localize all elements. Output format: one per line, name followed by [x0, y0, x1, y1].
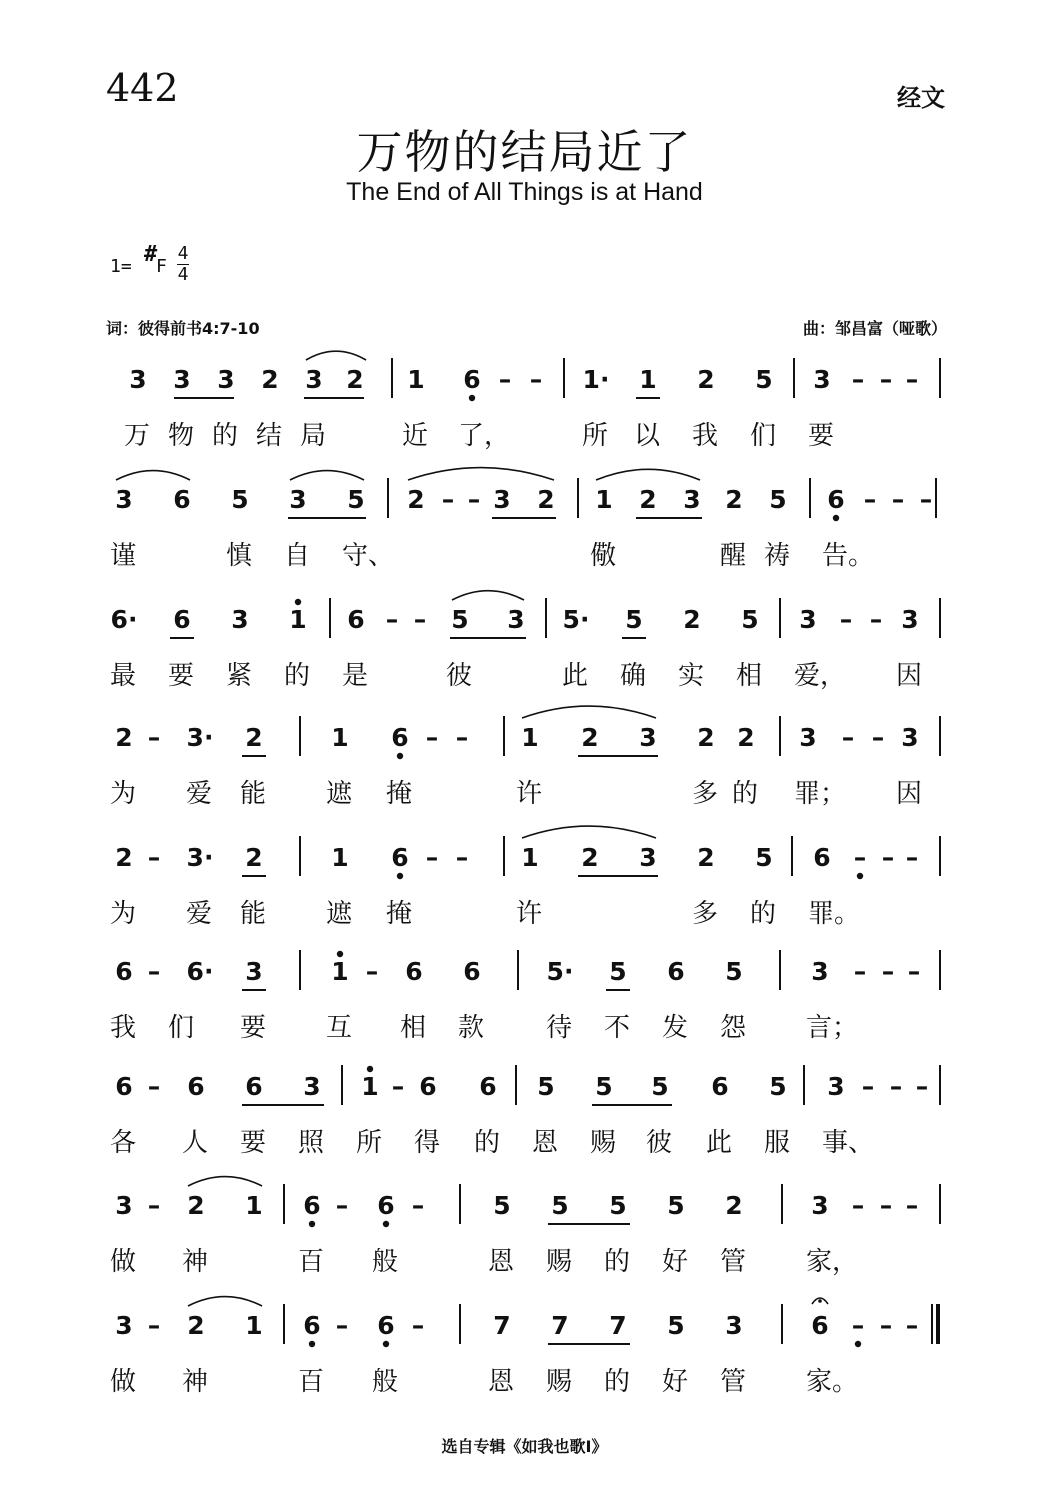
note: 5	[595, 1072, 613, 1101]
lyric-char: 般	[372, 1247, 399, 1277]
lyric-char: 为	[110, 899, 137, 929]
note: 2	[581, 723, 599, 752]
note: 2	[697, 365, 715, 394]
note: 5	[741, 605, 759, 634]
dash: –	[871, 723, 885, 752]
note: 6	[303, 1191, 321, 1220]
lyric-char: 许	[516, 779, 543, 809]
dash: –	[863, 485, 877, 514]
note: 3	[811, 1191, 829, 1220]
lyric-char: 不	[604, 1013, 631, 1043]
note: 2	[697, 843, 715, 872]
note: 2	[683, 605, 701, 634]
lyric-char: 爱，	[794, 661, 847, 691]
lyric-char: 百	[298, 1247, 325, 1277]
note: 1	[331, 957, 349, 986]
fermata-dot	[818, 1299, 822, 1303]
dash: –	[915, 1072, 929, 1101]
low-octave-dot	[309, 1341, 315, 1347]
dash: –	[889, 1072, 903, 1101]
lyric-char: 爱	[186, 899, 213, 929]
low-octave-dot	[469, 395, 475, 401]
lyric-char: 的	[750, 899, 777, 929]
slur	[116, 471, 190, 480]
note: 3	[305, 365, 323, 394]
lyric-char: 的	[604, 1247, 631, 1277]
note: 6	[391, 843, 409, 872]
lyric-char: 是	[342, 661, 369, 691]
lyric-char: 此	[562, 661, 589, 691]
lyric-char: 的	[732, 779, 759, 809]
lyric-char: 近	[402, 421, 429, 451]
dash: –	[365, 957, 379, 986]
note: 3	[507, 605, 525, 634]
note: 2	[725, 485, 743, 514]
title-english: The End of All Things is at Hand	[346, 178, 703, 206]
lyric-char: 确	[620, 661, 647, 691]
dash: –	[853, 957, 867, 986]
dash: –	[529, 365, 543, 394]
slur	[188, 1297, 262, 1306]
lyric-char: 了，	[458, 421, 511, 451]
dash: –	[147, 843, 161, 872]
dash: –	[905, 1191, 919, 1220]
low-octave-dot	[397, 873, 403, 879]
lyric-char: 自	[284, 541, 311, 571]
lyric-char: 罪。	[808, 899, 861, 929]
dash: –	[425, 843, 439, 872]
note: 1	[407, 365, 425, 394]
lyric-char: 醒	[720, 541, 747, 571]
lyric-char: 所	[582, 421, 609, 451]
lyric-char: 多	[692, 899, 719, 929]
dash: –	[147, 723, 161, 752]
lyric-char: 照	[298, 1128, 325, 1158]
note: 6	[347, 605, 365, 634]
lyric-char: 许	[516, 899, 543, 929]
dash: –	[879, 365, 893, 394]
lyric-char: 祷	[764, 541, 791, 571]
note: 6	[303, 1311, 321, 1340]
dash: –	[425, 723, 439, 752]
note: 3	[683, 485, 701, 514]
dash: –	[851, 1311, 865, 1340]
note: 3	[811, 957, 829, 986]
lyric-char: 们	[750, 421, 777, 451]
lyric-char: 管	[720, 1367, 747, 1397]
dash: –	[841, 723, 855, 752]
note: 5	[725, 957, 743, 986]
dash: –	[335, 1191, 349, 1220]
lyric-char: 言；	[806, 1013, 859, 1043]
lyric-char: 家，	[806, 1247, 859, 1277]
lyric-char: 告。	[822, 541, 875, 571]
note: 6	[419, 1072, 437, 1101]
note: 3	[217, 365, 235, 394]
lyric-char: 守、	[342, 541, 395, 571]
note: 5	[769, 1072, 787, 1101]
lyric-char: 的	[284, 661, 311, 691]
note: 2	[537, 485, 555, 514]
lyric-char: 掩	[386, 899, 413, 929]
dash: –	[455, 843, 469, 872]
lyric-char: 我	[110, 1013, 137, 1043]
lyric-char: 要	[168, 661, 195, 691]
high-octave-dot	[295, 599, 301, 605]
note: 5	[537, 1072, 555, 1101]
note: 1	[361, 1072, 379, 1101]
note: 3	[289, 485, 307, 514]
note: 2	[581, 843, 599, 872]
lyric-char: 款	[458, 1013, 485, 1043]
lyric-char: 要	[240, 1013, 267, 1043]
note: 3	[173, 365, 191, 394]
dash: –	[905, 843, 919, 872]
note: 1	[595, 485, 613, 514]
lyric-char: 做	[110, 1367, 137, 1397]
note: 1	[521, 843, 539, 872]
dash: –	[905, 1311, 919, 1340]
slur	[596, 469, 700, 480]
note: 2	[407, 485, 425, 514]
lyric-char: 赐	[546, 1247, 573, 1277]
note: 6	[377, 1191, 395, 1220]
note: 3	[639, 723, 657, 752]
note: 3	[901, 723, 919, 752]
high-octave-dot	[337, 951, 343, 957]
dash: –	[385, 605, 399, 634]
note: 2	[697, 723, 715, 752]
lyric-char: 待	[546, 1013, 573, 1043]
note: 5	[609, 957, 627, 986]
dash: –	[147, 957, 161, 986]
note: 7	[493, 1311, 511, 1340]
note: 6	[711, 1072, 729, 1101]
lyric-char: 要	[808, 421, 835, 451]
note: 6	[173, 605, 191, 634]
note: 1	[331, 843, 349, 872]
note: 1·	[582, 365, 610, 394]
dash: –	[905, 365, 919, 394]
note: 3	[231, 605, 249, 634]
hymn-number: 442	[106, 66, 179, 110]
lyric-char: 发	[662, 1013, 689, 1043]
note: 1	[639, 365, 657, 394]
key-prefix: 1=	[110, 256, 132, 277]
lyric-char: 紧	[226, 661, 253, 691]
lyric-char: 以	[634, 421, 661, 451]
dash: –	[455, 723, 469, 752]
low-octave-dot	[857, 873, 863, 879]
dash: –	[879, 1311, 893, 1340]
lyric-char: 的	[474, 1128, 501, 1158]
note: 5	[755, 365, 773, 394]
lyric-char: 实	[678, 661, 705, 691]
lyric-char: 服	[764, 1128, 791, 1158]
dash: –	[881, 957, 895, 986]
lyric-char: 所	[356, 1128, 383, 1158]
note: 6	[391, 723, 409, 752]
lyric-char: 恩	[488, 1247, 515, 1277]
note: 2	[245, 723, 263, 752]
time-bottom: 4	[177, 264, 189, 285]
note: 6	[463, 365, 481, 394]
note: 5·	[546, 957, 574, 986]
lyric-char: 神	[182, 1367, 209, 1397]
lyric-char: 管	[720, 1247, 747, 1277]
dash: –	[907, 957, 921, 986]
note: 3	[303, 1072, 321, 1101]
note: 5	[667, 1191, 685, 1220]
dash: –	[467, 485, 481, 514]
lyric-char: 慎	[226, 541, 253, 571]
note: 3	[799, 605, 817, 634]
note: 6	[377, 1311, 395, 1340]
lyric-char: 恩	[488, 1367, 515, 1397]
lyric-char: 罪；	[794, 779, 847, 809]
dash: –	[919, 485, 933, 514]
low-octave-dot	[855, 1341, 861, 1347]
note: 3	[115, 1191, 133, 1220]
note: 6	[811, 1311, 829, 1340]
lyric-char: 万	[124, 421, 151, 451]
note: 6	[405, 957, 423, 986]
time-top: 4	[177, 243, 189, 264]
dash: –	[869, 605, 883, 634]
note: 2	[187, 1311, 205, 1340]
source-note: 选自专辑《如我也歌I》	[441, 1437, 608, 1456]
note: 5	[551, 1191, 569, 1220]
category-label: 经文	[897, 83, 945, 112]
note: 6	[245, 1072, 263, 1101]
note: 3	[493, 485, 511, 514]
lyric-char: 互	[326, 1013, 353, 1043]
lyric-char: 家。	[806, 1367, 859, 1397]
note: 6·	[186, 957, 214, 986]
lyric-char: 能	[240, 899, 267, 929]
note: 6	[173, 485, 191, 514]
note: 2	[245, 843, 263, 872]
lyric-char: 事、	[822, 1128, 875, 1158]
dash: –	[879, 1191, 893, 1220]
note: 5	[625, 605, 643, 634]
note: 1	[245, 1191, 263, 1220]
note: 3	[827, 1072, 845, 1101]
note: 5·	[562, 605, 590, 634]
lyricist: 词：彼得前书4:7-10	[106, 319, 260, 338]
note: 6	[667, 957, 685, 986]
note: 3	[725, 1311, 743, 1340]
title-chinese: 万物的结局近了	[356, 125, 693, 179]
note: 3	[129, 365, 147, 394]
lyric-char: 般	[372, 1367, 399, 1397]
note: 3	[639, 843, 657, 872]
lyric-char: 好	[662, 1247, 689, 1277]
note: 2	[737, 723, 755, 752]
dash: –	[411, 1311, 425, 1340]
dash: –	[147, 1191, 161, 1220]
lyric-char: 最	[110, 661, 137, 691]
slur	[408, 468, 554, 480]
low-octave-dot	[309, 1221, 315, 1227]
note: 6	[115, 1072, 133, 1101]
note: 3	[115, 1311, 133, 1340]
note: 2	[346, 365, 364, 394]
lyric-char: 好	[662, 1367, 689, 1397]
lyric-char: 彼	[646, 1128, 673, 1158]
dash: –	[881, 843, 895, 872]
lyric-char: 相	[400, 1013, 427, 1043]
note: 1	[521, 723, 539, 752]
note: 3	[813, 365, 831, 394]
dash: –	[851, 365, 865, 394]
lyric-char: 因	[896, 661, 923, 691]
note: 5	[451, 605, 469, 634]
note: 2	[261, 365, 279, 394]
dash: –	[441, 485, 455, 514]
dash: –	[853, 843, 867, 872]
note: 7	[551, 1311, 569, 1340]
slur	[522, 826, 656, 838]
note: 6	[827, 485, 845, 514]
note: 6	[479, 1072, 497, 1101]
slur	[306, 351, 366, 360]
note: 5	[651, 1072, 669, 1101]
note: 5	[755, 843, 773, 872]
lyric-char: 的	[604, 1367, 631, 1397]
slur	[522, 706, 656, 718]
lyric-char: 结	[256, 421, 283, 451]
lyric-char: 爱	[186, 779, 213, 809]
lyric-char: 赐	[590, 1128, 617, 1158]
note: 2	[725, 1191, 743, 1220]
low-octave-dot	[383, 1341, 389, 1347]
lyric-char: 遮	[326, 899, 353, 929]
lyric-char: 我	[692, 421, 719, 451]
lyric-char: 遮	[326, 779, 353, 809]
lyric-char: 彼	[446, 661, 473, 691]
dash: –	[851, 1191, 865, 1220]
note: 5	[609, 1191, 627, 1220]
lyric-char: 赐	[546, 1367, 573, 1397]
low-octave-dot	[397, 753, 403, 759]
note: 1	[289, 605, 307, 634]
low-octave-dot	[833, 515, 839, 521]
key-note: F	[156, 256, 167, 277]
note: 5	[347, 485, 365, 514]
dash: –	[147, 1311, 161, 1340]
lyric-char: 能	[240, 779, 267, 809]
low-octave-dot	[383, 1221, 389, 1227]
note: 2	[639, 485, 657, 514]
lyric-char: 做	[110, 1247, 137, 1277]
lyric-char: 谨	[110, 541, 137, 571]
lyric-char: 百	[298, 1367, 325, 1397]
dash: –	[839, 605, 853, 634]
key-sharp: #	[144, 242, 158, 267]
note: 2	[187, 1191, 205, 1220]
dash: –	[411, 1191, 425, 1220]
note: 1	[245, 1311, 263, 1340]
high-octave-dot	[367, 1066, 373, 1072]
lyric-char: 各	[110, 1128, 137, 1158]
note: 5	[769, 485, 787, 514]
dash: –	[413, 605, 427, 634]
lyric-char: 的	[212, 421, 239, 451]
note: 5	[493, 1191, 511, 1220]
lyric-char: 因	[896, 779, 923, 809]
note: 3	[115, 485, 133, 514]
dash: –	[147, 1072, 161, 1101]
note: 3	[245, 957, 263, 986]
note: 3·	[186, 843, 214, 872]
note: 3·	[186, 723, 214, 752]
dash: –	[498, 365, 512, 394]
note: 6·	[110, 605, 138, 634]
lyric-char: 怨	[720, 1013, 747, 1043]
note: 6	[115, 957, 133, 986]
note: 3	[799, 723, 817, 752]
note: 5	[667, 1311, 685, 1340]
note: 2	[115, 843, 133, 872]
dash: –	[891, 485, 905, 514]
note: 3	[901, 605, 919, 634]
dash: –	[861, 1072, 875, 1101]
dash: –	[335, 1311, 349, 1340]
slur	[290, 471, 364, 480]
note: 1	[331, 723, 349, 752]
lyric-char: 物	[168, 421, 195, 451]
lyric-char: 相	[736, 661, 763, 691]
composer: 曲：邹昌富（哑歌）	[802, 319, 947, 338]
lyric-char: 此	[706, 1128, 733, 1158]
lyric-char: 神	[182, 1247, 209, 1277]
lyric-char: 恩	[532, 1128, 559, 1158]
lyric-char: 们	[168, 1013, 195, 1043]
lyric-char: 局	[300, 421, 327, 451]
note: 5	[231, 485, 249, 514]
note: 6	[813, 843, 831, 872]
lyric-char: 要	[240, 1128, 267, 1158]
lyric-char: 人	[182, 1128, 209, 1158]
lyric-char: 儆	[590, 541, 617, 571]
note: 2	[115, 723, 133, 752]
slur	[452, 591, 524, 600]
lyric-char: 为	[110, 779, 137, 809]
lyric-char: 得	[414, 1128, 441, 1158]
lyric-char: 掩	[386, 779, 413, 809]
note: 7	[609, 1311, 627, 1340]
lyric-char: 多	[692, 779, 719, 809]
dash: –	[391, 1072, 405, 1101]
note: 6	[463, 957, 481, 986]
slur	[188, 1177, 262, 1186]
note: 6	[187, 1072, 205, 1101]
